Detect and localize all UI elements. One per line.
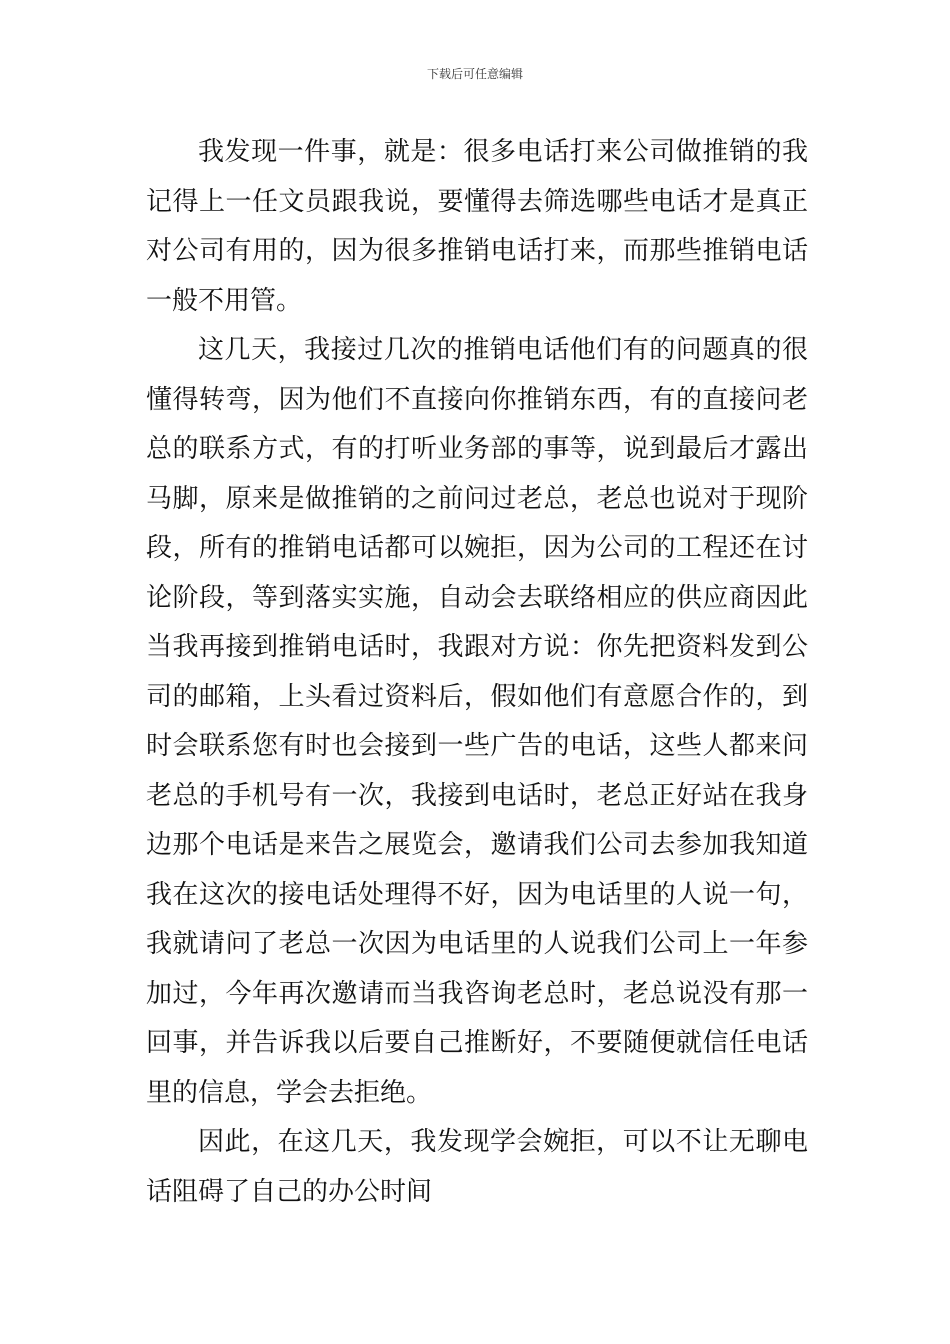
paragraph-2: 这几天，我接过几次的推销电话他们有的问题真的很懂得转弯，因为他们不直接向你推销东西，有的直接问老总的联系方式，有的打听业务部的事等，说到最后才露出马脚，原来是做推销的之前问过老总，老总也说对于现阶段，所有的推销电话都可以婉拒，因为公司的工程还在讨论阶段，等到落实实施，自动会去联络相应的供应商因此当我再接到推销电话时，我跟对方说：你先把资料发到公司的邮箱，上头看过资料后，假如他们有意愿合作的，到时会联系您有时也会接到一些广告的电话，这些人都来问老总的手机号有一次，我接到电话时，老总正好站在我身边那个电话是来告之展览会，邀请我们公司去参加我知道我在这次的接电话处理得不好，因为电话里的人说一句，我就请问了老总一次因为电话里的人说我们公司上一年参加过，今年再次邀请而当我咨询老总时，老总说没有那一回事，并告诉我以后要自己推断好，不要随便就信任电话里的信息，学会去拒绝。 <box>146 335 808 1108</box>
paragraph-1: 我发现一件事，就是：很多电话打来公司做推销的我记得上一任文员跟我说，要懂得去筛选哪些电话才是真正对公司有用的，因为很多推销电话打来，而那些推销电话一般不用管。 <box>146 137 808 316</box>
paragraph-3: 因此，在这几天，我发现学会婉拒，可以不让无聊电话阻碍了自己的办公时间 <box>146 1127 808 1207</box>
page-header: 下载后可任意编辑 <box>426 67 523 81</box>
document-body <box>146 128 808 1217</box>
